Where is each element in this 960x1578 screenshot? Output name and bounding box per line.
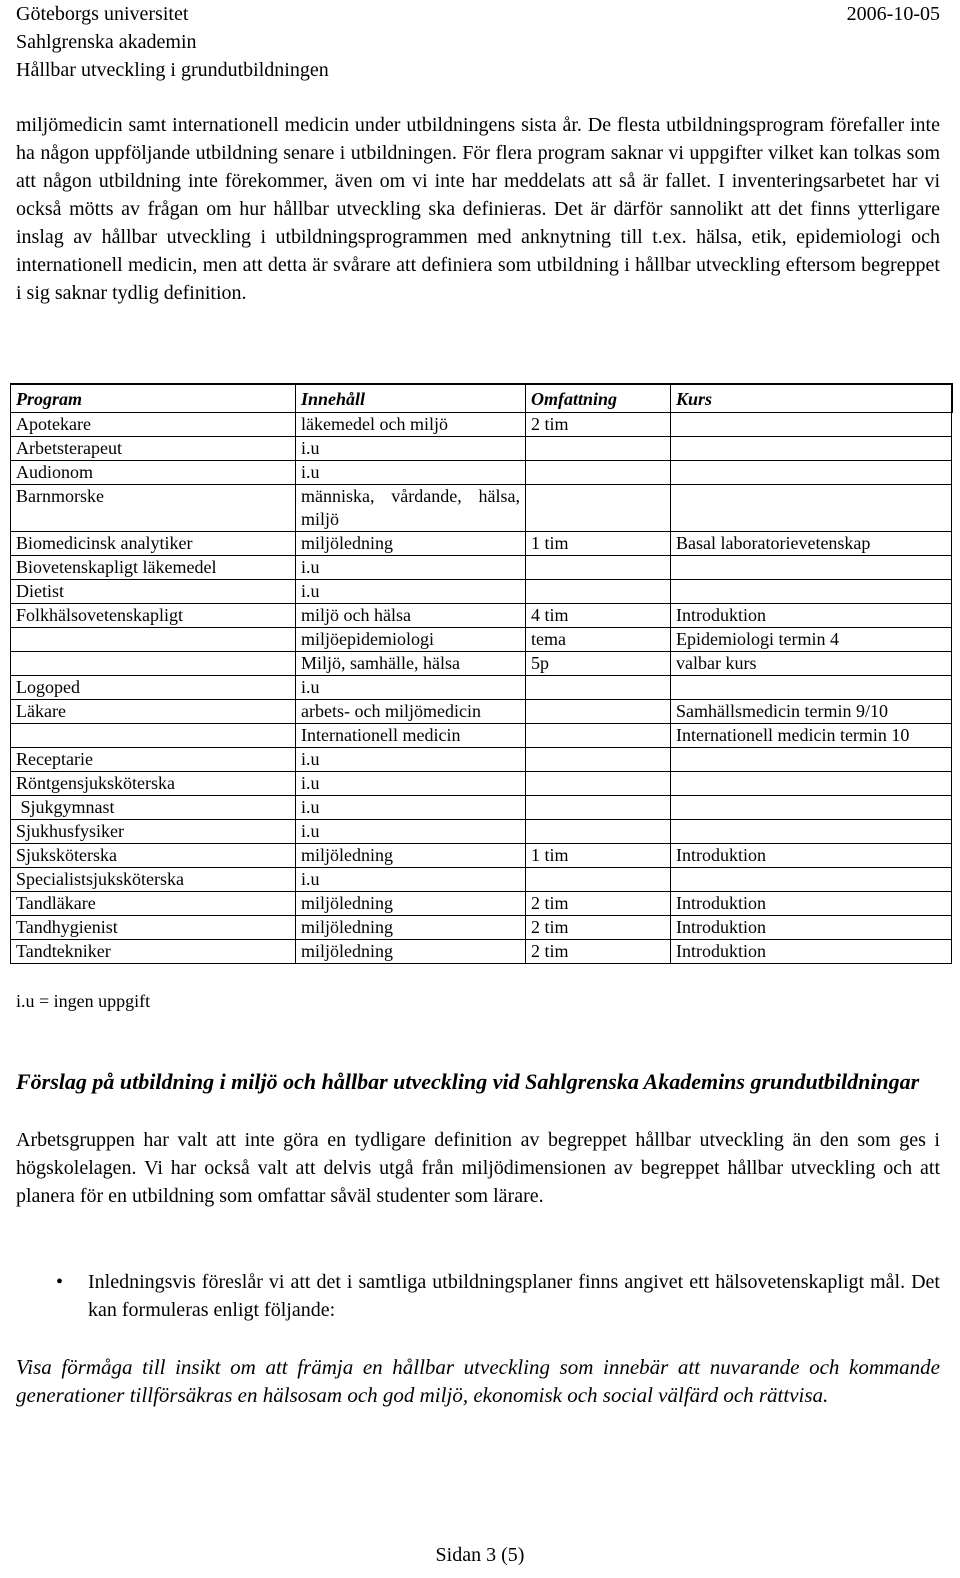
cell-content: i.u (296, 461, 526, 485)
cell-course: valbar kurs (671, 652, 952, 676)
cell-content: i.u (296, 580, 526, 604)
table-row (11, 461, 952, 485)
table-row (11, 796, 952, 820)
cell-extent (526, 461, 671, 485)
cell-course: Introduktion (671, 892, 952, 916)
table-row (11, 485, 952, 532)
cell-program: Biovetenskapligt läkemedel (11, 556, 296, 580)
section-title: Förslag på utbildning i miljö och hållbar utveckling vid Sahlgrenska Akademins grundutbildningar (16, 1069, 920, 1094)
table-row (11, 748, 952, 772)
cell-extent (526, 796, 671, 820)
table-body (11, 413, 952, 964)
section-body: Arbetsgruppen har valt att inte göra en tydligare definition av begreppet hållbar utveckling än den som ges i högskolelagen. Vi har också valt att delvis utgå från miljödimensionen av begreppet hållbar utveckling och att planera för en utbildning som omfattar såväl studenter som lärare. (16, 1129, 940, 1207)
table-row (11, 628, 952, 652)
cell-extent (526, 772, 671, 796)
cell-program: Specialistsjuksköterska (11, 868, 296, 892)
cell-program (11, 724, 296, 748)
table-row (11, 724, 952, 748)
cell-content: i.u (296, 748, 526, 772)
table-legend: i.u = ingen uppgift (16, 991, 151, 1011)
cell-course: Introduktion (671, 844, 952, 868)
cell-extent (526, 580, 671, 604)
cell-extent: 5p (526, 652, 671, 676)
cell-content: miljöledning (296, 892, 526, 916)
bullet-icon: • (56, 1271, 64, 1293)
cell-course: Introduktion (671, 604, 952, 628)
cell-program (11, 652, 296, 676)
cell-program: Tandtekniker (11, 940, 296, 964)
cell-course (671, 437, 952, 461)
cell-course (671, 796, 952, 820)
cell-extent (526, 485, 671, 532)
cell-content: Miljö, samhälle, hälsa (296, 652, 526, 676)
cell-content: miljöepidemiologi (296, 628, 526, 652)
cell-content: läkemedel och miljö (296, 413, 526, 437)
cell-program: Röntgensjuksköterska (11, 772, 296, 796)
cell-course (671, 413, 952, 437)
cell-program: Sjuksköterska (11, 844, 296, 868)
academy-name: Sahlgrenska akademin (16, 31, 197, 53)
table-row (11, 413, 952, 437)
cell-course: Basal laboratorievetenskap (671, 532, 952, 556)
table-row (11, 868, 952, 892)
cell-program: Apotekare (11, 413, 296, 437)
cell-course (671, 676, 952, 700)
cell-program (11, 628, 296, 652)
cell-content: i.u (296, 556, 526, 580)
cell-content: miljöledning (296, 844, 526, 868)
cell-course: Samhällsmedicin termin 9/10 (671, 700, 952, 724)
cell-program: Tandhygienist (11, 916, 296, 940)
column-header-extent: Omfattning (526, 384, 671, 413)
cell-content: i.u (296, 676, 526, 700)
cell-program: Audionom (11, 461, 296, 485)
cell-content: miljöledning (296, 532, 526, 556)
table-row (11, 556, 952, 580)
table-row (11, 820, 952, 844)
cell-program: Tandläkare (11, 892, 296, 916)
cell-content: arbets- och miljömedicin (296, 700, 526, 724)
cell-content: i.u (296, 796, 526, 820)
intro-paragraph: miljömedicin samt internationell medicin under utbildningens sista år. De flesta utbildningsprogram förefaller inte ha någon uppföljande utbildning senare i utbildningen. För flera program saknar vi uppgifter vilket kan tolkas som att någon utbildning inte förekommer, även om vi inte har meddelats att så är fallet. I inventeringsarbetet har vi också mötts av frågan om hur hållbar utveckling ska definieras. Det är därför sannolikt att det finns ytterligare inslag av hållbar utveckling i utbildningsprogrammen med anknytning till t.ex. hälsa, etik, epidemiologi och internationell medicin, men att detta är svårare att definiera som utbildning i hållbar utveckling eftersom begreppet i sig saknar tydlig definition. (16, 114, 940, 304)
cell-extent: 4 tim (526, 604, 671, 628)
cell-course: Introduktion (671, 940, 952, 964)
column-header-program: Program (11, 384, 296, 413)
cell-course (671, 772, 952, 796)
cell-program: Barnmorske (11, 485, 296, 532)
table-row (11, 844, 952, 868)
document-date: 2006-10-05 (846, 3, 940, 25)
cell-extent (526, 437, 671, 461)
cell-course (671, 868, 952, 892)
cell-course (671, 556, 952, 580)
cell-course: Internationell medicin termin 10 (671, 724, 952, 748)
bullet-item (16, 1268, 940, 1324)
table-row (11, 532, 952, 556)
cell-program: Folkhälsovetenskapligt (11, 604, 296, 628)
cell-extent (526, 868, 671, 892)
cell-program: Sjukgymnast (11, 796, 296, 820)
cell-program: Arbetsterapeut (11, 437, 296, 461)
cell-course (671, 485, 952, 532)
cell-extent: 2 tim (526, 892, 671, 916)
cell-extent (526, 820, 671, 844)
cell-course: Introduktion (671, 916, 952, 940)
cell-program: Receptarie (11, 748, 296, 772)
cell-extent: 2 tim (526, 916, 671, 940)
university-name: Göteborgs universitet (16, 3, 189, 25)
table-row (11, 676, 952, 700)
cell-course (671, 820, 952, 844)
cell-content: miljöledning (296, 940, 526, 964)
goal-quote: Visa förmåga till insikt om att främja en hållbar utveckling som innebär att nuvarande och kommande generationer tillförsäkras en hälsosam och god miljö, ekonomisk och social välfärd och rättvisa. (16, 1355, 940, 1407)
cell-content: miljöledning (296, 916, 526, 940)
cell-content: i.u (296, 772, 526, 796)
cell-program: Dietist (11, 580, 296, 604)
cell-extent: 2 tim (526, 413, 671, 437)
cell-extent: 1 tim (526, 844, 671, 868)
cell-content: i.u (296, 437, 526, 461)
cell-course (671, 748, 952, 772)
cell-extent (526, 556, 671, 580)
page-number: Sidan 3 (5) (435, 1544, 525, 1566)
cell-extent: 2 tim (526, 940, 671, 964)
table-header-row (11, 384, 952, 413)
table-row (11, 604, 952, 628)
program-table (10, 383, 953, 964)
cell-extent (526, 748, 671, 772)
cell-content: människa, vårdande, hälsa, miljö (296, 485, 526, 532)
cell-program: Biomedicinsk analytiker (11, 532, 296, 556)
cell-program: Sjukhusfysiker (11, 820, 296, 844)
cell-extent: 1 tim (526, 532, 671, 556)
cell-content: i.u (296, 820, 526, 844)
column-header-content: Innehåll (296, 384, 526, 413)
table-row (11, 580, 952, 604)
table-row (11, 652, 952, 676)
cell-extent (526, 700, 671, 724)
cell-content: miljö och hälsa (296, 604, 526, 628)
page-header (16, 0, 940, 84)
cell-extent (526, 724, 671, 748)
cell-course (671, 580, 952, 604)
table-row (11, 772, 952, 796)
cell-course (671, 461, 952, 485)
cell-extent: tema (526, 628, 671, 652)
table-row (11, 892, 952, 916)
table-row (11, 700, 952, 724)
cell-course: Epidemiologi termin 4 (671, 628, 952, 652)
table-row (11, 916, 952, 940)
table-row (11, 940, 952, 964)
cell-program: Logoped (11, 676, 296, 700)
cell-content: i.u (296, 868, 526, 892)
cell-program: Läkare (11, 700, 296, 724)
document-subject: Hållbar utveckling i grundutbildningen (16, 59, 329, 81)
column-header-course: Kurs (671, 384, 952, 413)
table-row (11, 437, 952, 461)
cell-extent (526, 676, 671, 700)
bullet-text: Inledningsvis föreslår vi att det i samtliga utbildningsplaner finns angivet ett hälsovetenskapligt mål. Det kan formuleras enligt följande: (88, 1271, 940, 1321)
cell-content: Internationell medicin (296, 724, 526, 748)
